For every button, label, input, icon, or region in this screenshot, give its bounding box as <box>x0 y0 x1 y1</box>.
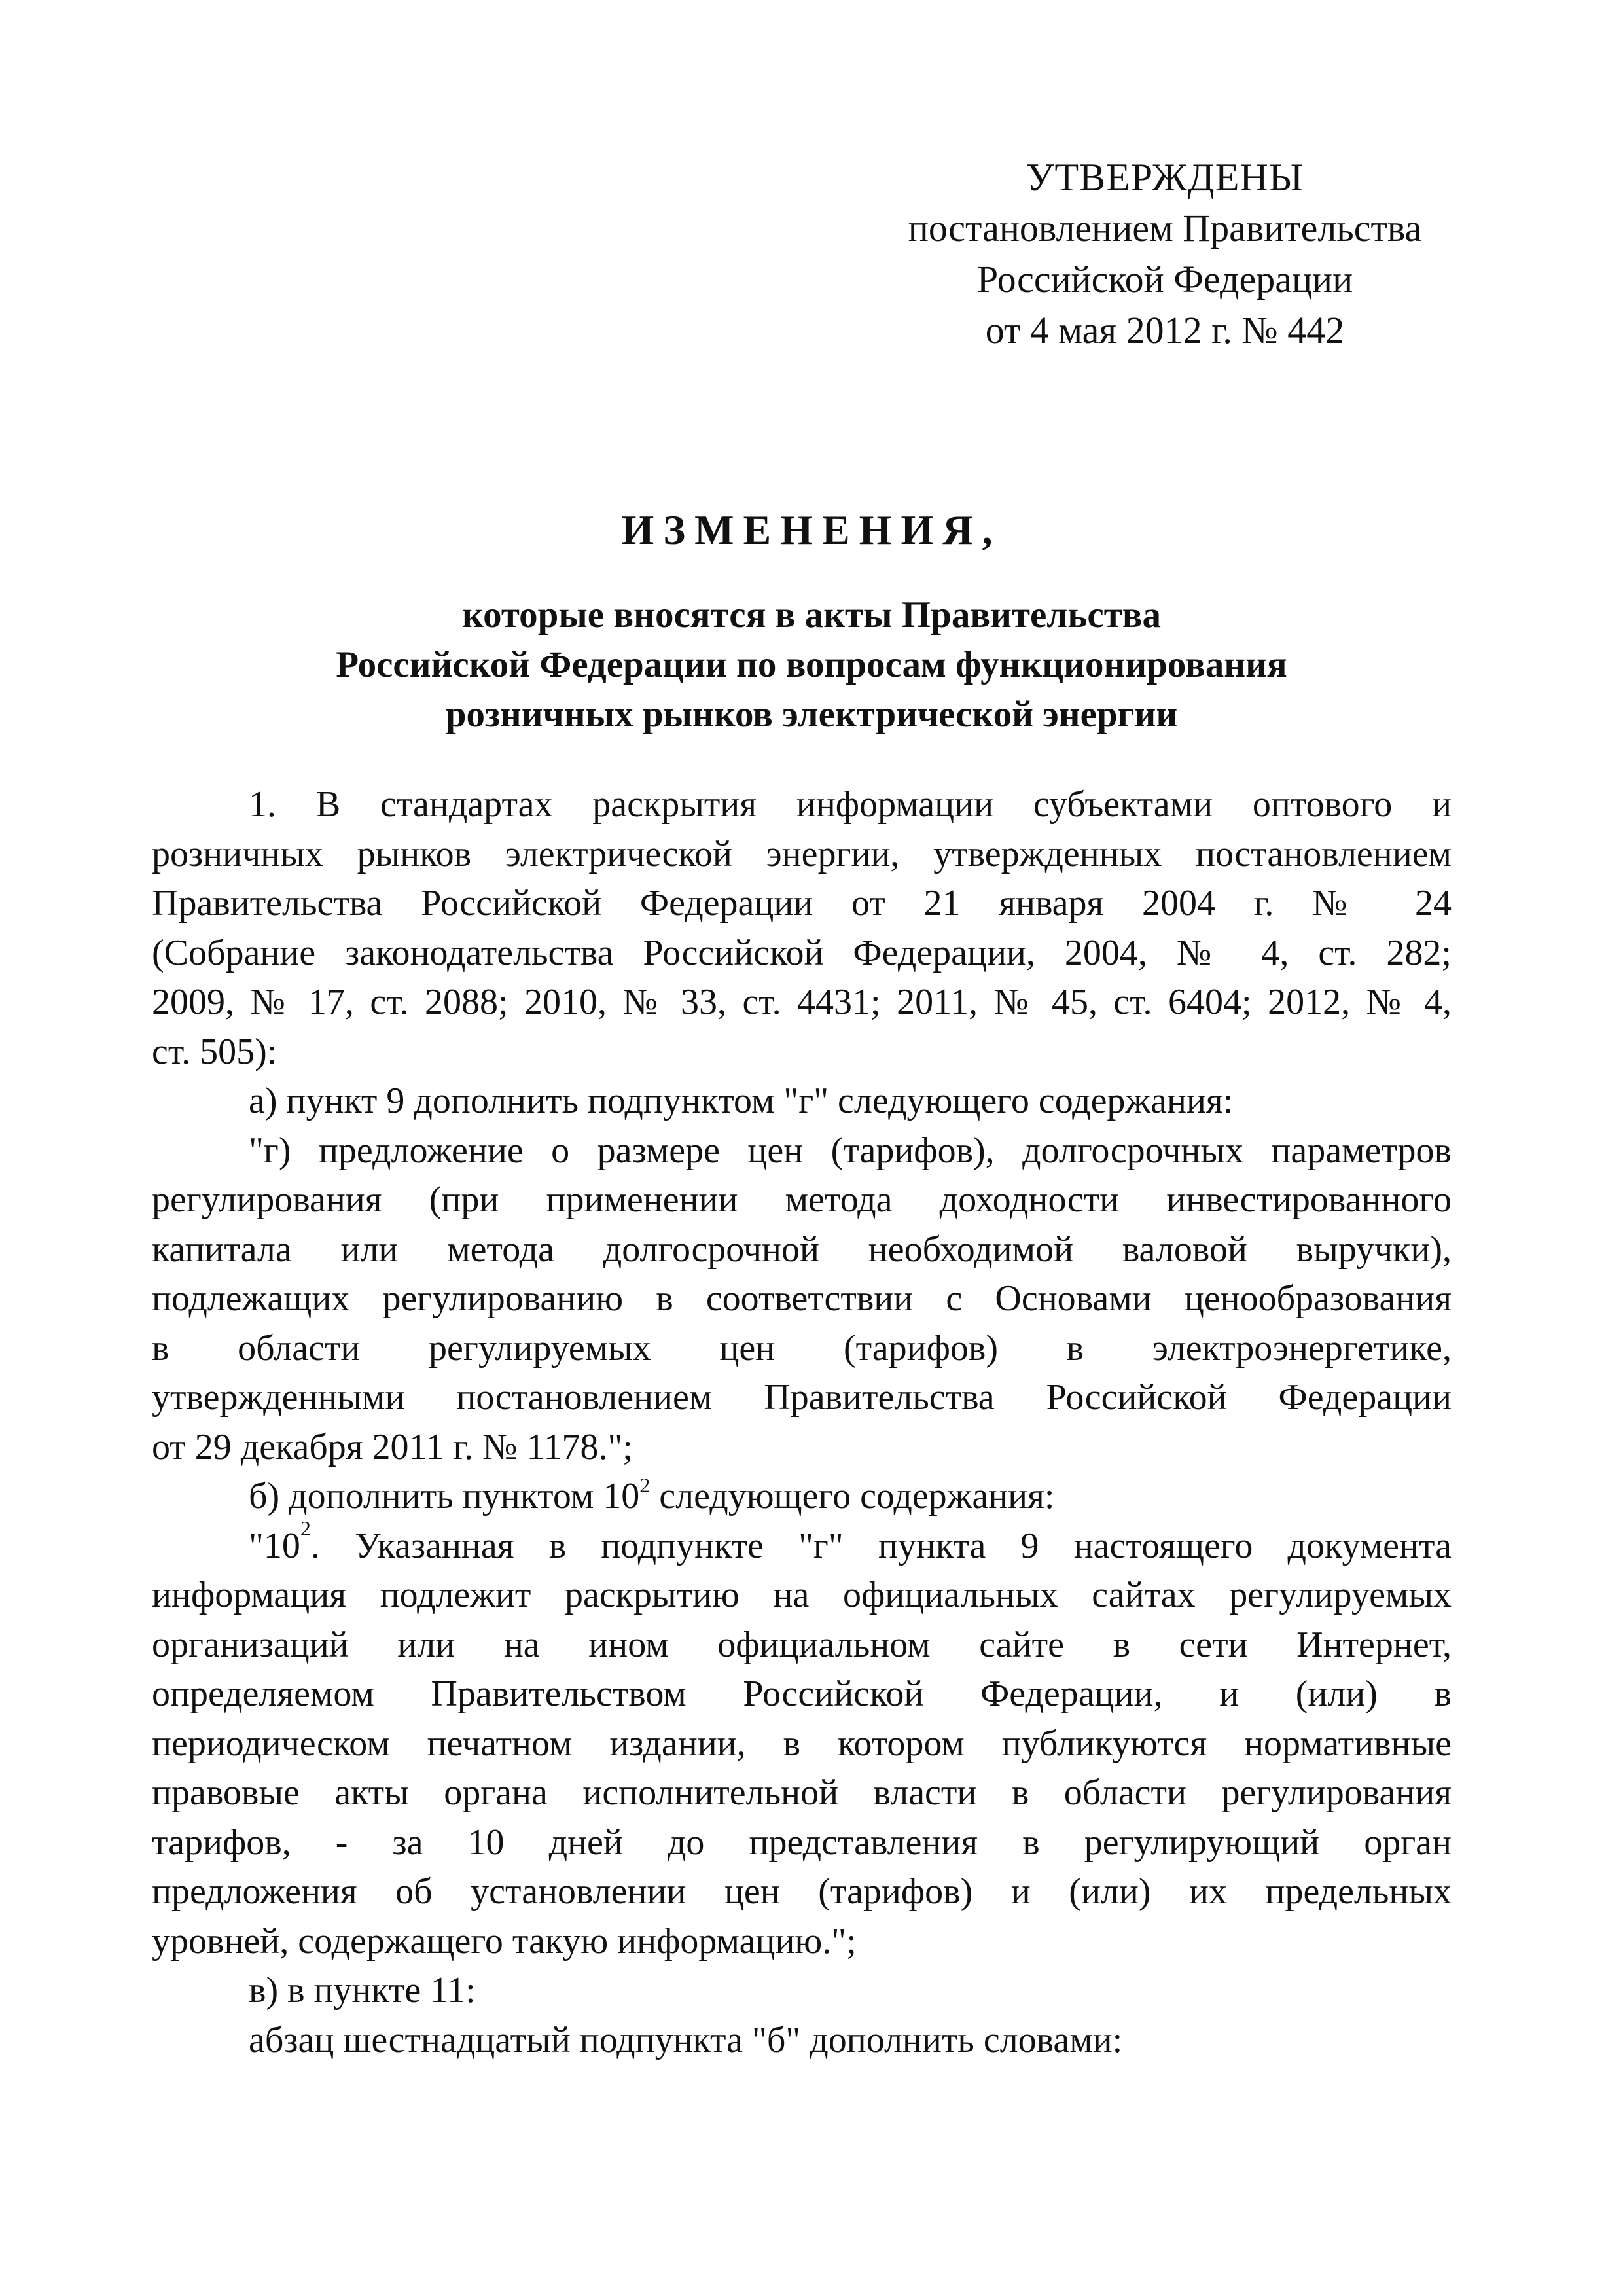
text-line: тарифов, - за 10 дней до представления в регулирующий орган <box>152 1821 1452 1863</box>
text-line: определяемом Правительством Российской Федерации, и (или) в <box>152 1674 1452 1714</box>
text-line: уровней, содержащего такую информацию."; <box>152 1920 857 1962</box>
text-line: предложения об установлении цен (тарифов) и (или) их предельных <box>152 1871 1452 1912</box>
text-line: ст. 505): <box>152 1031 277 1072</box>
text-line: информация подлежит раскрытию на официальных сайтах регулируемых <box>152 1575 1452 1615</box>
text-line: розничных рынков электрической энергии, утвержденных постановлением <box>152 833 1452 874</box>
text-fragment: б) дополнить пунктом 10 <box>249 1476 640 1516</box>
text-fragment: следующего содержания: <box>650 1476 1055 1516</box>
text-line: абзац шестнадцатый подпункта "б" дополнить словами: <box>249 2019 1123 2060</box>
text-line: (Собрание законодательства Российской Федерации, 2004, № 4, ст. 282; <box>152 932 1452 973</box>
text-line: подлежащих регулированию в соответствии с Основами ценообразования <box>152 1278 1452 1319</box>
text-line: организаций или на ином официальном сайте в сети Интернет, <box>152 1624 1452 1665</box>
text-line: а) пункт 9 дополнить подпунктом "г" следующего содержания: <box>249 1081 1234 1121</box>
title-main: ИЗМЕНЕНИЯ, <box>621 507 1002 553</box>
text-line: в) в пункте 11: <box>249 1970 476 2011</box>
text-line: периодическом печатном издании, в котором публикуются нормативные <box>152 1723 1452 1764</box>
document-body <box>152 780 1452 2065</box>
approval-stamp <box>883 152 1446 356</box>
text-line: 2009, № 17, ст. 2088; 2010, № 33, ст. 4431; 2011, № 45, ст. 6404; 2012, № 4, <box>152 982 1452 1022</box>
text-line: капитала или метода долгосрочной необходимой валовой выручки), <box>152 1229 1452 1270</box>
title-sub: которые вносятся в акты Правительства <box>462 594 1161 636</box>
text-fragment: "10 <box>249 1525 300 1566</box>
title-sub: розничных рынков электрической энергии <box>445 694 1178 735</box>
title-sub: Российской Федерации по вопросам функционирования <box>336 644 1287 685</box>
text-line: в области регулируемых цен (тарифов) в электроэнергетике, <box>152 1327 1452 1369</box>
approval-line: постановлением Правительства <box>908 207 1422 249</box>
text-line: "г) предложение о размере цен (тарифов), долгосрочных параметров <box>249 1130 1452 1171</box>
text-line: регулирования (при применении метода доходности инвестированного <box>152 1179 1452 1220</box>
text-line: утвержденными постановлением Правительства Российской Федерации <box>152 1377 1452 1418</box>
text-line: правовые акты органа исполнительной власти в области регулирования <box>152 1772 1452 1813</box>
approval-heading: УТВЕРЖДЕНЫ <box>1026 156 1304 199</box>
text-line: Правительства Российской Федерации от 21 января 2004 г. № 24 <box>152 883 1452 924</box>
superscript: 2 <box>639 1473 651 1498</box>
text-line: от 29 декабря 2011 г. № 1178."; <box>152 1426 633 1467</box>
approval-line: Российской Федерации <box>976 258 1353 300</box>
superscript: 2 <box>300 1516 311 1540</box>
document-title <box>196 504 1427 740</box>
approval-date-number: от 4 мая 2012 г. № 442 <box>985 309 1345 351</box>
text-line: 1. В стандартах раскрытия информации субъектами оптового и <box>249 784 1452 825</box>
text-fragment: . Указанная в подпункте "г" пункта 9 настоящего документа <box>310 1525 1452 1566</box>
text-line <box>152 1516 1452 1571</box>
text-line <box>152 1472 1452 1522</box>
